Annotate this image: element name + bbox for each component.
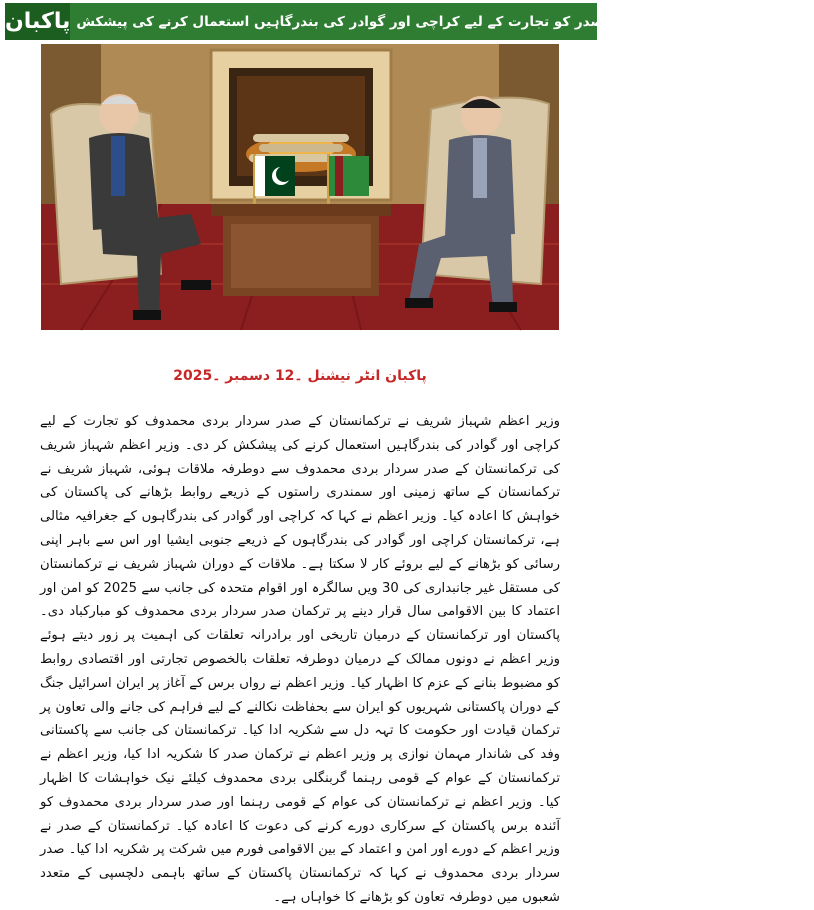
article-body: وزیر اعظم شہباز شریف نے ترکمانستان کے صدر سردار بردی محمدوف کو تجارت کے لیے کراچی اور گوادر کی بندرگاہیں استعمال کرنے کی پیشکش کر دی۔ وزیر اعظم شہباز شریف کی ترکمانستان کے صدر سردار بردی محمدوف سے دوطرفہ ملاقات ہوئی، شہباز شریف نے ترکمانستان کے ساتھ زمینی اور سمندری راستوں کے ذریعے روابط بڑھانے کی پاکستان کی خواہش کا اعادہ کیا۔ وزیر اعظم نے کہا کہ کراچی اور گوادر کی بندرگاہوں کے جغرافیہ مثالی ہے، ترکمانستان کراچی اور گوادر کی بندرگاہوں کے ذریعے جنوبی ایشیا اور اس سے باہر اپنی رسائی کو بڑھانے کے لیے بروئے کار لا سکتا ہے۔ ملاقات کے دوران شہباز شریف نے ترکمانستان کی مستقل غیر جانبداری کی 30 ویں سالگرہ اور اقوام متحدہ کی جانب سے 2025 کو امن اور اعتماد کا بین الاقوامی سال قرار دینے پر ترکمان صدر سردار بردی محمدوف کو مبارکباد دی۔ پاکستان اور ترکمانستان کے درمیان تاریخی اور برادرانہ تعلقات کی اہمیت پر زور دیتے ہوئے وزیر اعظم نے دونوں ممالک کے درمیان دوطرفہ تعلقات بالخصوص تجارتی اور اقتصادی روابط کو مضبوط بنانے کے عزم کا اظہار کیا۔ وزیر اعظم نے رواں برس کے آغاز پر ایران اسرائیل جنگ کے دوران پاکستانی شہریوں کو ایران سے بحفاظت نکالنے کے لیے فراہم کی جانے والی تعاون پر ترکمان قیادت اور حکومت کا تہہ دل سے شکریہ ادا کیا۔ ترکمانستان کی جانب سے پاکستانی وفد کی شاندار مہمان نوازی پر وزیر اعظم نے ترکمان صدر کا شکریہ ادا کیا، وزیر اعظم نے ترکمانستان کے عوام کے قومی رہنما گربنگلی بردی محمدوف کیلئے نیک خواہشات کا اظہار کیا۔ وزیر اعظم نے ترکمانستان کی عوام کے قومی رہنما اور صدر سردار بردی محمدوف کو آئندہ برس پاکستان کے سرکاری دورے کرنے کی دعوت کا اعادہ کیا۔ ترکمانستان کے صدر نے وزیر اعظم کے دورے اور امن و اعتماد کے بین الاقوامی فورم میں شرکت پر شکریہ ادا کیا۔ صدر سردار بردی محمدوف نے کہا کہ ترکمانستان پاکستان کے ساتھ باہمی دلچسپی کے متعدد شعبوں میں دوطرفہ تعاون کو بڑھانے کا خواہاں ہے۔ <box>40 414 560 905</box>
headline: وزیر اعظم کی ترکمانستان کے صدر کو تجارت کے لیے کراچی اور گوادر کی بندرگاہیں استعمال کرنے کی پیشکش <box>76 13 808 30</box>
dateline: پاکبان انٹر نیشنل ۔12 دسمبر ۔2025 <box>173 368 427 384</box>
news-photo <box>41 44 559 330</box>
news-header-bar <box>3 3 808 40</box>
brand-logo: پاکبان <box>3 3 70 40</box>
